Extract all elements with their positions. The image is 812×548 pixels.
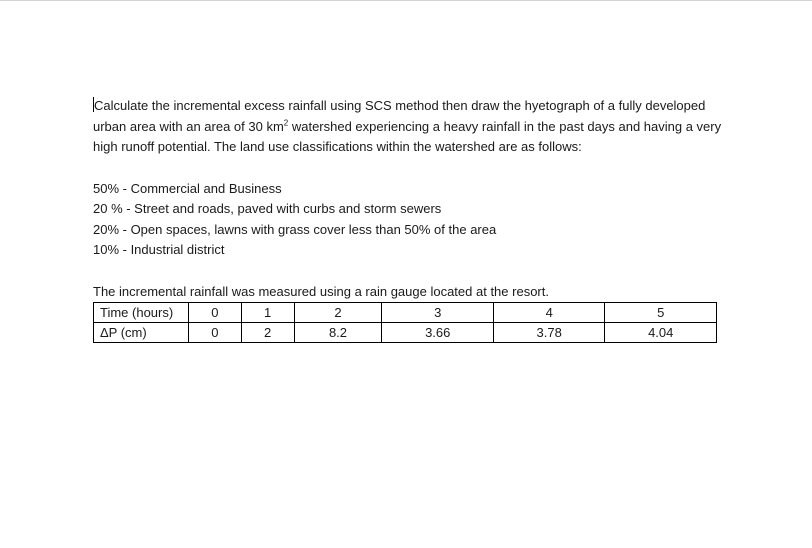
blank-line (93, 158, 723, 179)
superscript-two: 2 (283, 118, 289, 128)
land-use-item: 50% - Commercial and Business (93, 180, 282, 196)
rainfall-cell: 0 (189, 323, 242, 343)
rainfall-cell: 8.2 (294, 323, 382, 343)
time-cell: 4 (493, 303, 604, 323)
rainfall-cell: 3.66 (382, 323, 493, 343)
rainfall-cell: 4.04 (605, 323, 717, 343)
land-use-item: 10% - Industrial district (93, 242, 225, 257)
row-header-time: Time (hours) (94, 303, 189, 323)
time-cell: 3 (382, 303, 493, 323)
blank-line (93, 261, 723, 282)
top-divider (0, 0, 812, 1)
land-use-list (93, 179, 723, 261)
land-use-item: 20 % - Street and roads, paved with curbs and storm sewers (93, 201, 442, 216)
time-cell: 2 (294, 303, 382, 323)
table-row-time (94, 303, 717, 323)
time-cell: 5 (605, 303, 717, 323)
rainfall-cell: 2 (241, 323, 294, 343)
table-caption: The incremental rainfall was measured using a rain gauge located at the resort. (93, 283, 549, 299)
rainfall-table (93, 302, 717, 343)
problem-paragraph (93, 96, 723, 158)
document-body[interactable] (93, 96, 723, 343)
land-use-item: 20% - Open spaces, lawns with grass cover less than 50% of the area (93, 221, 497, 237)
table-row-rainfall (94, 323, 717, 343)
row-header-rainfall: ΔP (cm) (94, 323, 189, 343)
time-cell: 1 (241, 303, 294, 323)
time-cell: 0 (189, 303, 242, 323)
rainfall-cell: 3.78 (493, 323, 604, 343)
paragraph-text-start: Calculate the incremental excess rainfall using SCS method then draw the hyetograph of a fully developed urban area with an area of 30 km (93, 98, 706, 134)
paragraph-text-end: watershed experiencing a heavy rainfall in the past days and having a very high runoff potential. The land use classifications within the watershed are as follows: (93, 118, 722, 154)
